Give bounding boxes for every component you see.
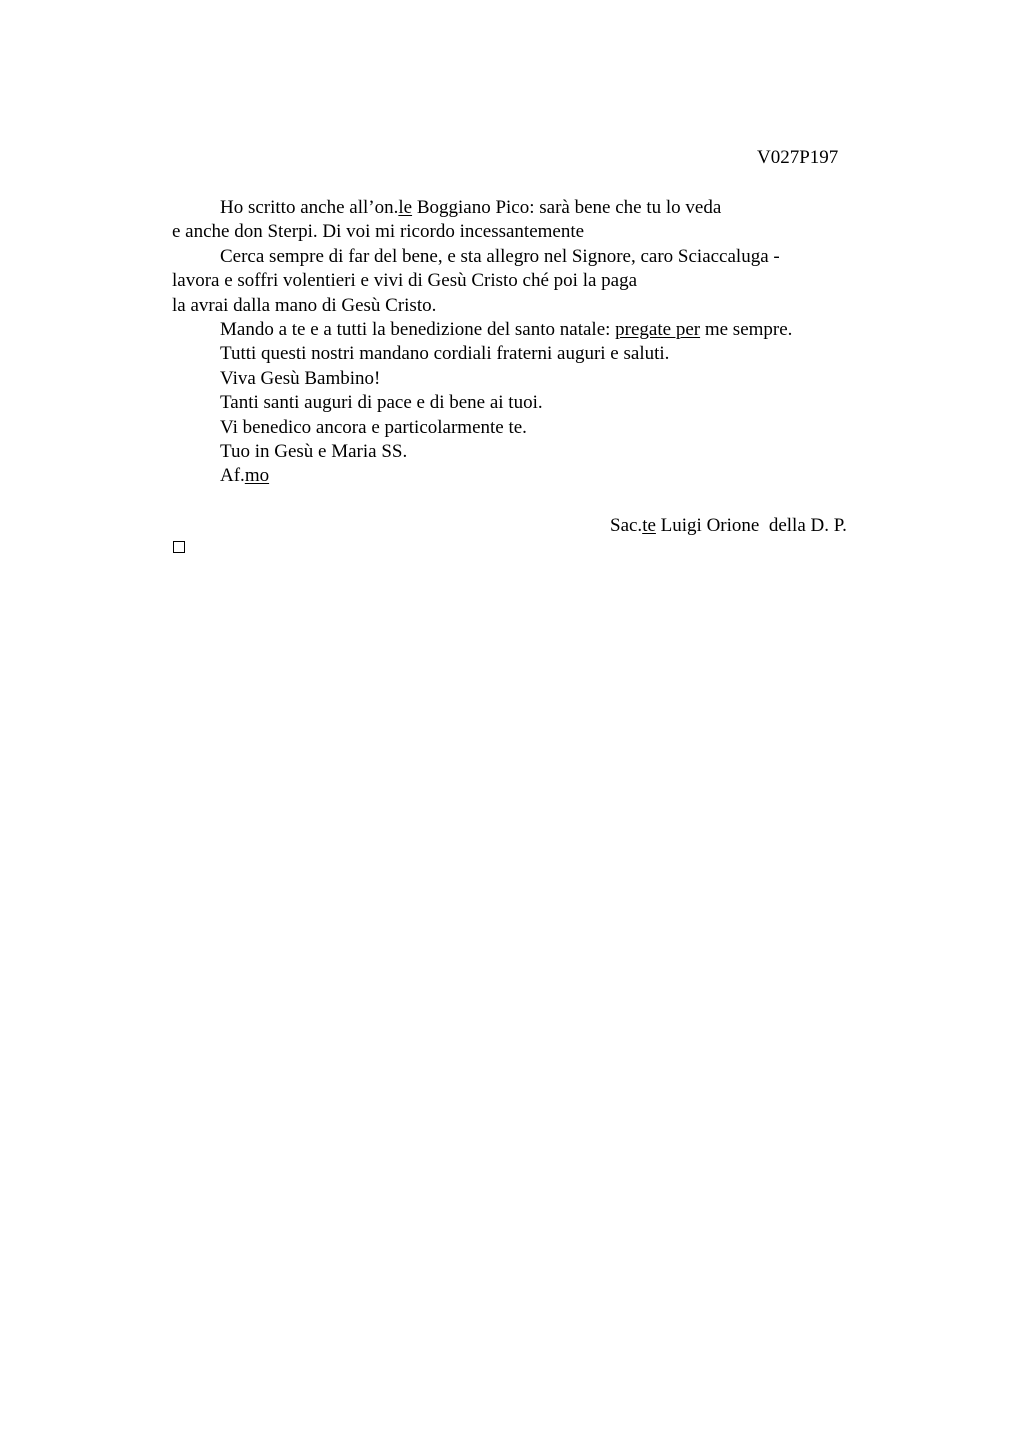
abbreviation-superscript: le [398, 197, 413, 218]
line-text: Cerca sempre di far del bene, e sta allegro nel Signore, caro Sciaccaluga - [220, 245, 780, 267]
line-text: me sempre. [700, 318, 793, 340]
abbreviation-superscript: mo [244, 465, 270, 487]
signature-abbreviation: te [642, 515, 656, 536]
line-text: Boggiano Pico: sarà bene che tu lo veda [412, 197, 722, 218]
letter-line [172, 196, 892, 220]
signature [610, 514, 847, 538]
line-text: la avrai dalla mano di Gesù Cristo. [172, 294, 437, 316]
page-id: V027P197 [757, 147, 839, 168]
line-text: e anche don Sterpi. Di voi mi ricordo incessantemente [172, 221, 585, 243]
line-text: lavora e soffri volentieri e vivi di Gesù Cristo ché poi la paga [172, 270, 638, 292]
underlined-phrase: pregate per [615, 318, 701, 340]
letter-line [172, 294, 892, 318]
line-text: Viva Gesù Bambino! [220, 367, 381, 389]
letter-line [172, 269, 892, 293]
line-text: Tuo in Gesù e Maria SS. [220, 440, 408, 462]
letter-body [172, 196, 892, 489]
letter-line [172, 245, 892, 269]
line-text: Tutti questi nostri mandano cordiali fraterni auguri e saluti. [220, 343, 670, 365]
letter-line [172, 367, 892, 391]
letter-line [172, 342, 892, 366]
letter-line [172, 440, 892, 464]
letter-line [172, 391, 892, 415]
letter-line [172, 318, 892, 342]
line-text: Ho scritto anche all’on. [220, 197, 399, 218]
empty-square-icon [173, 541, 185, 553]
letter-line [172, 416, 892, 440]
line-text: Mando a te e a tutti la benedizione del santo natale: [220, 318, 616, 340]
letter-line [172, 220, 892, 244]
line-text: Tanti santi auguri di pace e di bene ai tuoi. [220, 392, 543, 414]
line-text: Vi benedico ancora e particolarmente te. [220, 416, 527, 438]
letter-line [172, 464, 892, 488]
signature-prefix: Sac. [610, 515, 643, 536]
signature-name: Luigi Orione della D. P. [655, 515, 847, 536]
line-text: Af. [220, 465, 245, 487]
